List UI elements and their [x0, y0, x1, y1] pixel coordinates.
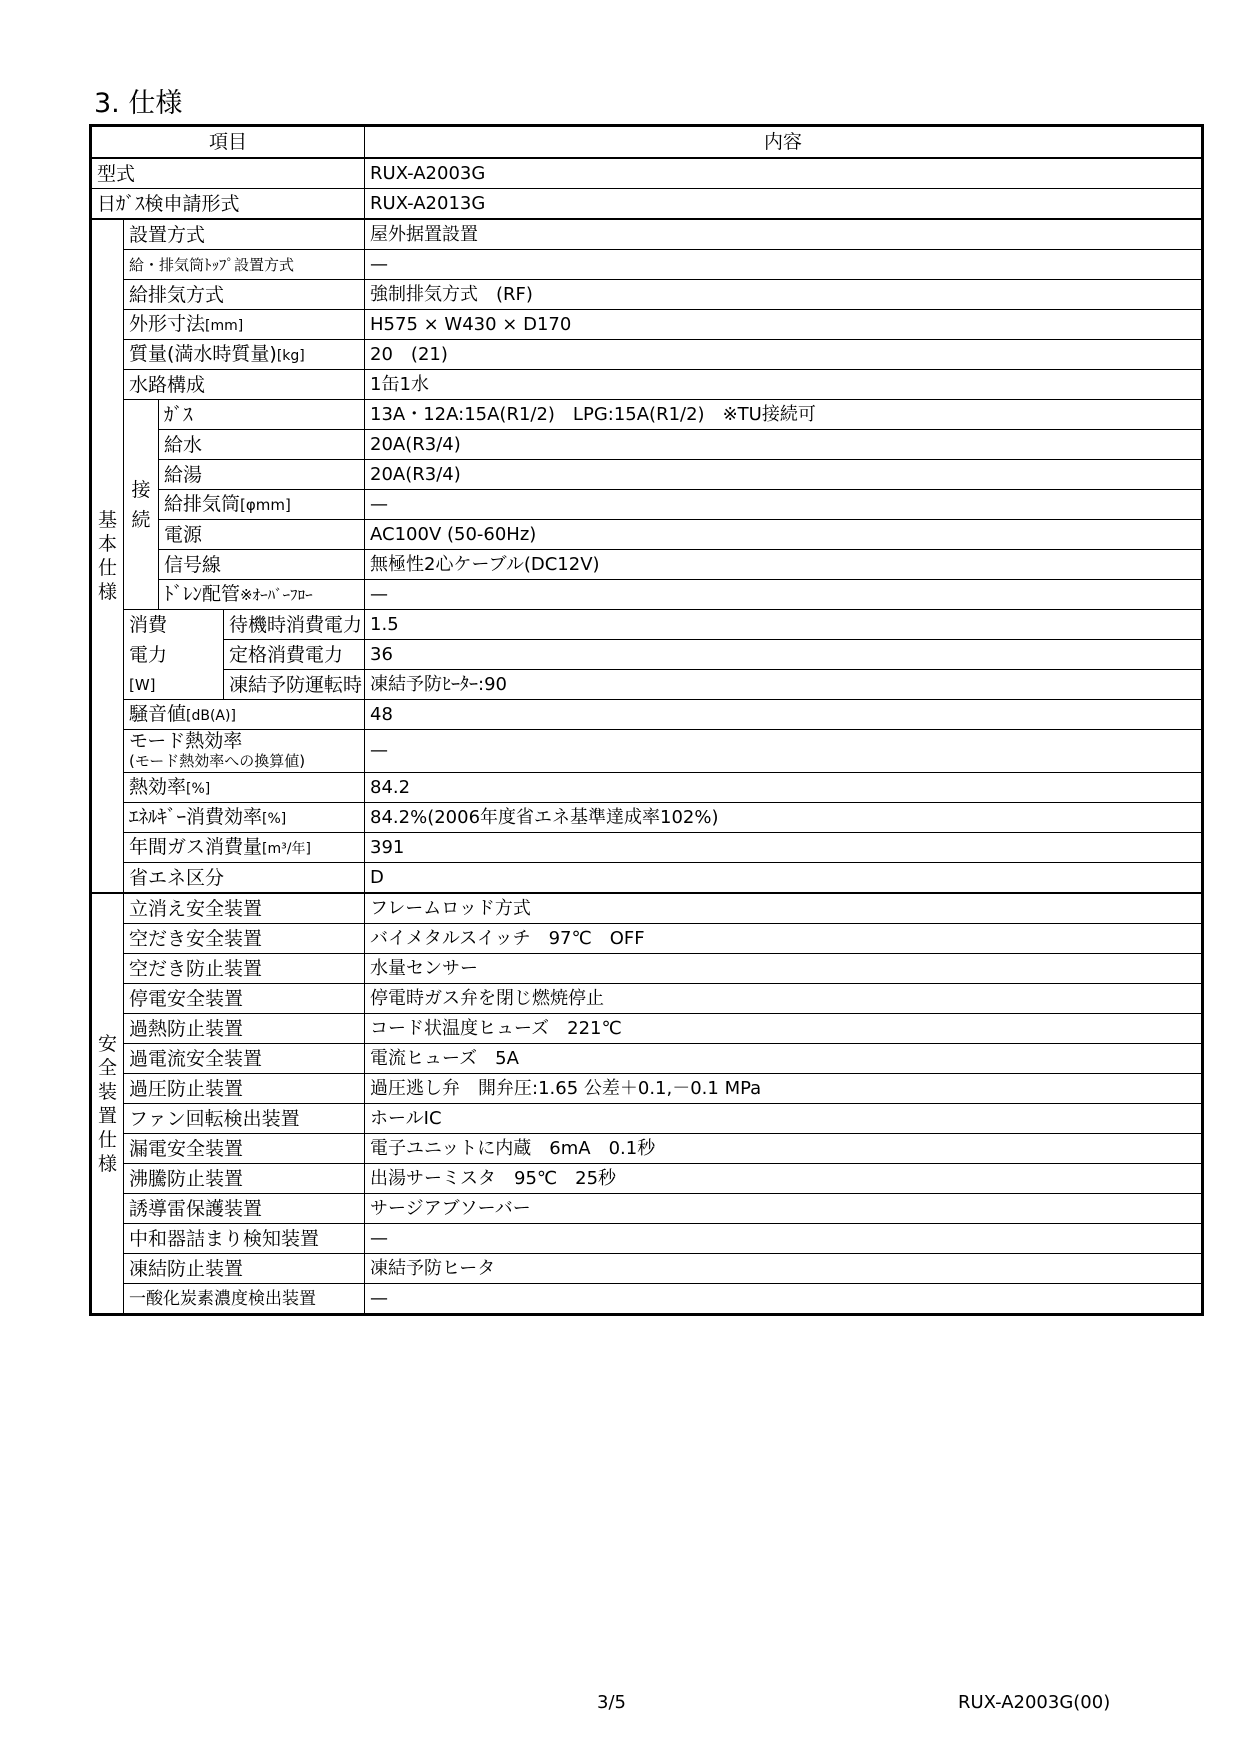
spec-value: 強制排気方式 (RF) — [365, 280, 1203, 310]
table-row — [91, 1104, 1203, 1134]
category-char: 本 — [97, 533, 117, 555]
spec-label-note: (モード熱効率への換算値) — [129, 752, 306, 770]
category-char: 接 — [131, 478, 151, 501]
table-row — [91, 520, 1203, 550]
spec-label-cell — [159, 580, 365, 610]
spec-label: 水路構成 — [129, 373, 206, 396]
spec-unit: [dB(A)] — [186, 707, 236, 724]
spec-value: — — [365, 580, 1203, 610]
document-id: RUX-A2003G(00) — [958, 1692, 1111, 1713]
spec-label-cell — [124, 1104, 365, 1134]
spec-value: 出湯サーミスタ 95℃ 25秒 — [365, 1164, 1203, 1194]
spec-label-cell — [224, 670, 365, 700]
spec-value: 20A(R3/4) — [365, 430, 1203, 460]
spec-label-cell — [159, 430, 365, 460]
table-row — [91, 490, 1203, 520]
category-char: 安 — [97, 1032, 117, 1055]
table-row — [91, 773, 1203, 803]
table-row — [91, 610, 1203, 640]
spec-value: フレームロッド方式 — [365, 893, 1203, 924]
table-row — [91, 250, 1203, 280]
table-row — [91, 833, 1203, 863]
category-power-label: 消費 — [129, 613, 168, 636]
category-char: 様 — [97, 581, 117, 603]
table-row — [91, 1224, 1203, 1254]
category-power — [124, 610, 224, 640]
category-power — [124, 670, 224, 700]
spec-label: 凍結防止装置 — [129, 1257, 244, 1280]
spec-label-cell — [124, 773, 365, 803]
spec-unit: [m³/年] — [262, 840, 311, 857]
spec-value: 電子ユニットに内蔵 6mA 0.1秒 — [365, 1134, 1203, 1164]
spec-label: 過熱防止装置 — [129, 1017, 244, 1040]
spec-label: 給水 — [164, 433, 203, 456]
spec-label-cell — [124, 984, 365, 1014]
table-row — [91, 310, 1203, 340]
spec-label: ﾄﾞﾚﾝ配管 — [164, 583, 241, 605]
table-row — [91, 670, 1203, 700]
category-power-label: [W] — [129, 675, 156, 694]
spec-unit: [%] — [262, 810, 287, 827]
table-row — [91, 400, 1203, 430]
table-row — [91, 1014, 1203, 1044]
table-row — [91, 984, 1203, 1014]
table-row — [91, 1254, 1203, 1284]
spec-label: 外形寸法 — [129, 312, 206, 335]
spec-label-cell — [159, 520, 365, 550]
spec-value: 1.5 — [365, 610, 1203, 640]
spec-label: 質量(満水時質量) — [129, 342, 277, 365]
spec-label-cell — [159, 400, 365, 430]
spec-value: AC100V (50-60Hz) — [365, 520, 1203, 550]
spec-label: 立消え安全装置 — [129, 897, 263, 920]
category-connection — [124, 400, 159, 610]
spec-label: モード熱効率 — [129, 730, 243, 752]
table-row — [91, 1164, 1203, 1194]
spec-label: 熱効率 — [129, 775, 187, 798]
spec-label-cell — [124, 250, 365, 280]
spec-value: — — [365, 730, 1203, 773]
table-row — [91, 863, 1203, 894]
page-number: 3/5 — [597, 1692, 626, 1713]
spec-label: 年間ガス消費量 — [129, 835, 263, 858]
spec-value: 20 (21) — [365, 340, 1203, 370]
category-power — [124, 640, 224, 670]
category-char: 基 — [97, 509, 117, 531]
spec-label-cell — [124, 1284, 365, 1315]
spec-label: 給・排気筒ﾄｯﾌﾟ設置方式 — [129, 256, 295, 274]
spec-label-cell — [124, 219, 365, 250]
table-row — [91, 730, 1203, 773]
spec-label: 信号線 — [164, 553, 222, 576]
table-row — [91, 803, 1203, 833]
spec-label: 給湯 — [164, 463, 203, 486]
spec-label-cell — [124, 340, 365, 370]
table-row — [91, 924, 1203, 954]
spec-label: 過電流安全装置 — [129, 1047, 263, 1070]
category-char: 装 — [97, 1080, 117, 1103]
spec-label-cell — [124, 863, 365, 894]
table-header-row — [91, 126, 1203, 159]
spec-label-cell — [124, 803, 365, 833]
category-char: 全 — [97, 1056, 117, 1079]
spec-value: — — [365, 490, 1203, 520]
spec-value: D — [365, 863, 1203, 894]
spec-value: 48 — [365, 700, 1203, 730]
category-char: 様 — [97, 1152, 117, 1175]
spec-value: 13A・12A:15A(R1/2) LPG:15A(R1/2) ※TU接続可 — [365, 400, 1203, 430]
table-row — [91, 893, 1203, 924]
spec-value: サージアブソーバー — [365, 1194, 1203, 1224]
header-item: 項目 — [91, 126, 365, 159]
spec-value: RUX-A2013G — [365, 189, 1203, 220]
spec-label-cell — [91, 189, 365, 220]
spec-label-cell — [159, 490, 365, 520]
spec-label-cell — [124, 730, 365, 773]
spec-label-cell — [124, 280, 365, 310]
spec-value: 屋外据置設置 — [365, 219, 1203, 250]
spec-label-cell — [124, 1074, 365, 1104]
spec-value: 過圧逃し弁 開弁圧:1.65 公差＋0.1,－0.1 MPa — [365, 1074, 1203, 1104]
spec-label: 凍結予防運転時 — [229, 673, 363, 696]
category-power-label: 電力 — [129, 643, 168, 666]
spec-label-cell — [124, 833, 365, 863]
category-char: 仕 — [97, 1128, 117, 1151]
spec-value: コード状温度ヒューズ 221℃ — [365, 1014, 1203, 1044]
spec-value: 84.2%(2006年度省エネ基準達成率102%) — [365, 803, 1203, 833]
spec-unit: ※ｵｰﾊﾞｰﾌﾛｰ — [240, 586, 313, 604]
spec-unit: [φmm] — [240, 496, 291, 514]
spec-label-cell — [124, 1044, 365, 1074]
spec-value: H575 × W430 × D170 — [365, 310, 1203, 340]
spec-label: 停電安全装置 — [129, 987, 244, 1010]
spec-value: バイメタルスイッチ 97℃ OFF — [365, 924, 1203, 954]
spec-label-cell — [124, 370, 365, 400]
table-row — [91, 219, 1203, 250]
table-row — [91, 430, 1203, 460]
spec-label-cell — [124, 1014, 365, 1044]
table-row — [91, 1284, 1203, 1315]
spec-label: 過圧防止装置 — [129, 1077, 244, 1100]
spec-value: — — [365, 1284, 1203, 1315]
table-row — [91, 640, 1203, 670]
spec-label: 定格消費電力 — [229, 643, 344, 666]
spec-table — [89, 124, 1204, 1316]
spec-unit: [%] — [186, 780, 211, 797]
spec-label: ファン回転検出装置 — [129, 1107, 300, 1130]
spec-label: 騒音値 — [129, 702, 187, 725]
spec-value: RUX-A2003G — [365, 158, 1203, 189]
spec-value: 水量センサー — [365, 954, 1203, 984]
spec-label-cell — [124, 310, 365, 340]
spec-label: 誘導雷保護装置 — [129, 1197, 263, 1220]
spec-label: 日ｶﾞｽ検申請形式 — [97, 192, 240, 215]
spec-value: 電流ヒューズ 5A — [365, 1044, 1203, 1074]
spec-label: 漏電安全装置 — [129, 1137, 244, 1160]
spec-label: 電源 — [164, 523, 203, 546]
table-row — [91, 158, 1203, 189]
table-row — [91, 700, 1203, 730]
spec-label-cell — [124, 700, 365, 730]
spec-label: 型式 — [97, 162, 136, 185]
spec-label: 中和器詰まり検知装置 — [129, 1227, 320, 1250]
spec-label: 給排気筒 — [164, 493, 241, 515]
spec-value: 36 — [365, 640, 1203, 670]
spec-label: 設置方式 — [129, 223, 206, 246]
table-row — [91, 1194, 1203, 1224]
spec-label-cell — [91, 158, 365, 189]
spec-label: 一酸化炭素濃度検出装置 — [129, 1289, 316, 1309]
spec-unit: [kg] — [276, 347, 305, 364]
table-row — [91, 954, 1203, 984]
spec-label-cell — [124, 1134, 365, 1164]
spec-value: 凍結予防ヒータ — [365, 1254, 1203, 1284]
table-row — [91, 550, 1203, 580]
spec-value: 1缶1水 — [365, 370, 1203, 400]
spec-value: — — [365, 1224, 1203, 1254]
spec-label-cell — [124, 954, 365, 984]
category-char: 仕 — [97, 557, 117, 579]
section-title: 3. 仕様 — [94, 88, 183, 119]
spec-label: 給排気方式 — [129, 283, 225, 306]
spec-value: 84.2 — [365, 773, 1203, 803]
category-safety-spec — [91, 893, 124, 1315]
spec-label-cell — [124, 1164, 365, 1194]
spec-label: 省エネ区分 — [129, 866, 225, 889]
spec-label-cell — [159, 460, 365, 490]
spec-value: 391 — [365, 833, 1203, 863]
spec-label-cell — [124, 893, 365, 924]
header-content: 内容 — [365, 126, 1203, 159]
spec-unit: [mm] — [205, 317, 244, 334]
spec-label-cell — [224, 640, 365, 670]
spec-value: — — [365, 250, 1203, 280]
spec-label-cell — [124, 1194, 365, 1224]
spec-label-cell — [124, 1254, 365, 1284]
table-row — [91, 460, 1203, 490]
spec-label-cell — [124, 1224, 365, 1254]
spec-label: ｴﾈﾙｷﾞｰ消費効率 — [129, 805, 263, 828]
spec-label: 沸騰防止装置 — [129, 1167, 244, 1190]
spec-value: 凍結予防ﾋｰﾀｰ:90 — [365, 670, 1203, 700]
table-row — [91, 340, 1203, 370]
table-row — [91, 580, 1203, 610]
table-row — [91, 1044, 1203, 1074]
spec-label: 空だき防止装置 — [129, 957, 263, 980]
spec-value: 無極性2心ケーブル(DC12V) — [365, 550, 1203, 580]
category-char: 続 — [131, 508, 151, 531]
spec-label-cell — [159, 550, 365, 580]
spec-label: ｶﾞｽ — [164, 403, 193, 426]
category-char: 置 — [97, 1104, 117, 1127]
table-row — [91, 370, 1203, 400]
spec-label-cell — [224, 610, 365, 640]
table-row — [91, 189, 1203, 220]
spec-label: 空だき安全装置 — [129, 927, 263, 950]
spec-value: ホールIC — [365, 1104, 1203, 1134]
spec-label: 待機時消費電力 — [229, 613, 363, 636]
table-row — [91, 1134, 1203, 1164]
spec-label-cell — [124, 924, 365, 954]
table-row — [91, 280, 1203, 310]
table-row — [91, 1074, 1203, 1104]
spec-value: 停電時ガス弁を閉じ燃焼停止 — [365, 984, 1203, 1014]
spec-value: 20A(R3/4) — [365, 460, 1203, 490]
category-basic-spec — [91, 219, 124, 893]
